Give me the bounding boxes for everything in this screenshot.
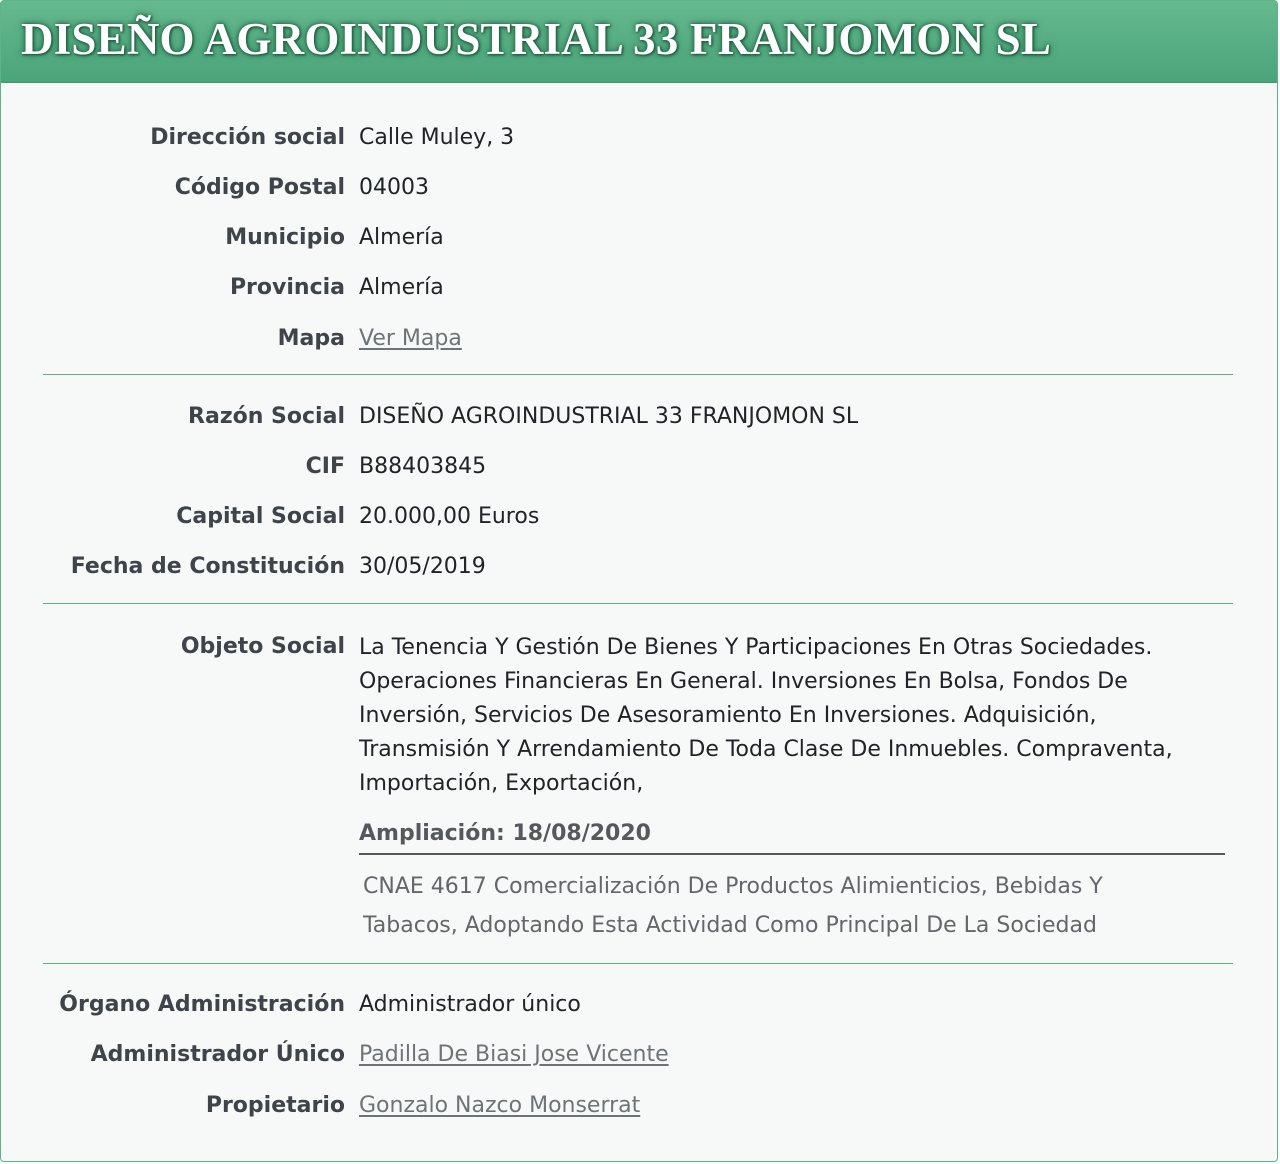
organo-administracion-label: Órgano Administración bbox=[59, 992, 345, 1017]
municipio-value: Almería bbox=[359, 225, 444, 250]
section-divider bbox=[43, 374, 1233, 375]
capital-social-value: 20.000,00 Euros bbox=[359, 504, 540, 529]
direccion-label: Dirección social bbox=[150, 125, 345, 150]
ver-mapa-link[interactable]: Ver Mapa bbox=[359, 326, 462, 351]
organo-administracion-value: Administrador único bbox=[359, 992, 581, 1017]
objeto-social-label: Objeto Social bbox=[180, 634, 345, 659]
razon-social-value: DISEÑO AGROINDUSTRIAL 33 FRANJOMON SL bbox=[359, 404, 859, 429]
provincia-label: Provincia bbox=[229, 275, 345, 300]
objeto-social-line: Inversión, Servicios De Asesoramiento En Inversiones. Adquisición, bbox=[359, 703, 1097, 728]
objeto-social-line: Transmisión Y Arrendamiento De Toda Clase De Inmuebles. Compraventa, bbox=[359, 737, 1173, 762]
provincia-value: Almería bbox=[359, 275, 444, 300]
cnae-line: CNAE 4617 Comercialización De Productos Alimienticios, Bebidas Y bbox=[363, 874, 1103, 899]
ampliacion-heading: Ampliación: 18/08/2020 bbox=[359, 821, 1225, 855]
codigo-postal-value: 04003 bbox=[359, 175, 429, 200]
objeto-social-line: Operaciones Financieras En General. Inversiones En Bolsa, Fondos De bbox=[359, 669, 1128, 694]
administrador-unico-link[interactable]: Padilla De Biasi Jose Vicente bbox=[359, 1042, 669, 1067]
razon-social-label: Razón Social bbox=[188, 404, 345, 429]
cif-value: B88403845 bbox=[359, 454, 487, 479]
cif-label: CIF bbox=[305, 454, 345, 479]
header-bar bbox=[1, 1, 1277, 83]
propietario-label: Propietario bbox=[205, 1093, 345, 1118]
municipio-label: Municipio bbox=[225, 225, 345, 250]
administrador-unico-label: Administrador Único bbox=[90, 1042, 345, 1067]
company-title: DISEÑO AGROINDUSTRIAL 33 FRANJOMON SL bbox=[21, 14, 1052, 64]
section-divider bbox=[43, 603, 1233, 604]
section-divider bbox=[43, 963, 1233, 964]
objeto-social-text bbox=[359, 631, 1229, 801]
objeto-social-line: La Tenencia Y Gestión De Bienes Y Participaciones En Otras Sociedades. bbox=[359, 635, 1153, 660]
cnae-description bbox=[363, 867, 1229, 945]
objeto-social-line: Importación, Exportación, bbox=[359, 771, 644, 796]
cnae-line: Tabacos, Adoptando Esta Actividad Como Principal De La Sociedad bbox=[363, 913, 1097, 938]
fecha-constitucion-label: Fecha de Constitución bbox=[70, 554, 345, 579]
codigo-postal-label: Código Postal bbox=[174, 175, 345, 200]
capital-social-label: Capital Social bbox=[176, 504, 345, 529]
direccion-value: Calle Muley, 3 bbox=[359, 125, 515, 150]
propietario-link[interactable]: Gonzalo Nazco Monserrat bbox=[359, 1093, 641, 1118]
mapa-label: Mapa bbox=[277, 326, 345, 351]
fecha-constitucion-value: 30/05/2019 bbox=[359, 554, 486, 579]
